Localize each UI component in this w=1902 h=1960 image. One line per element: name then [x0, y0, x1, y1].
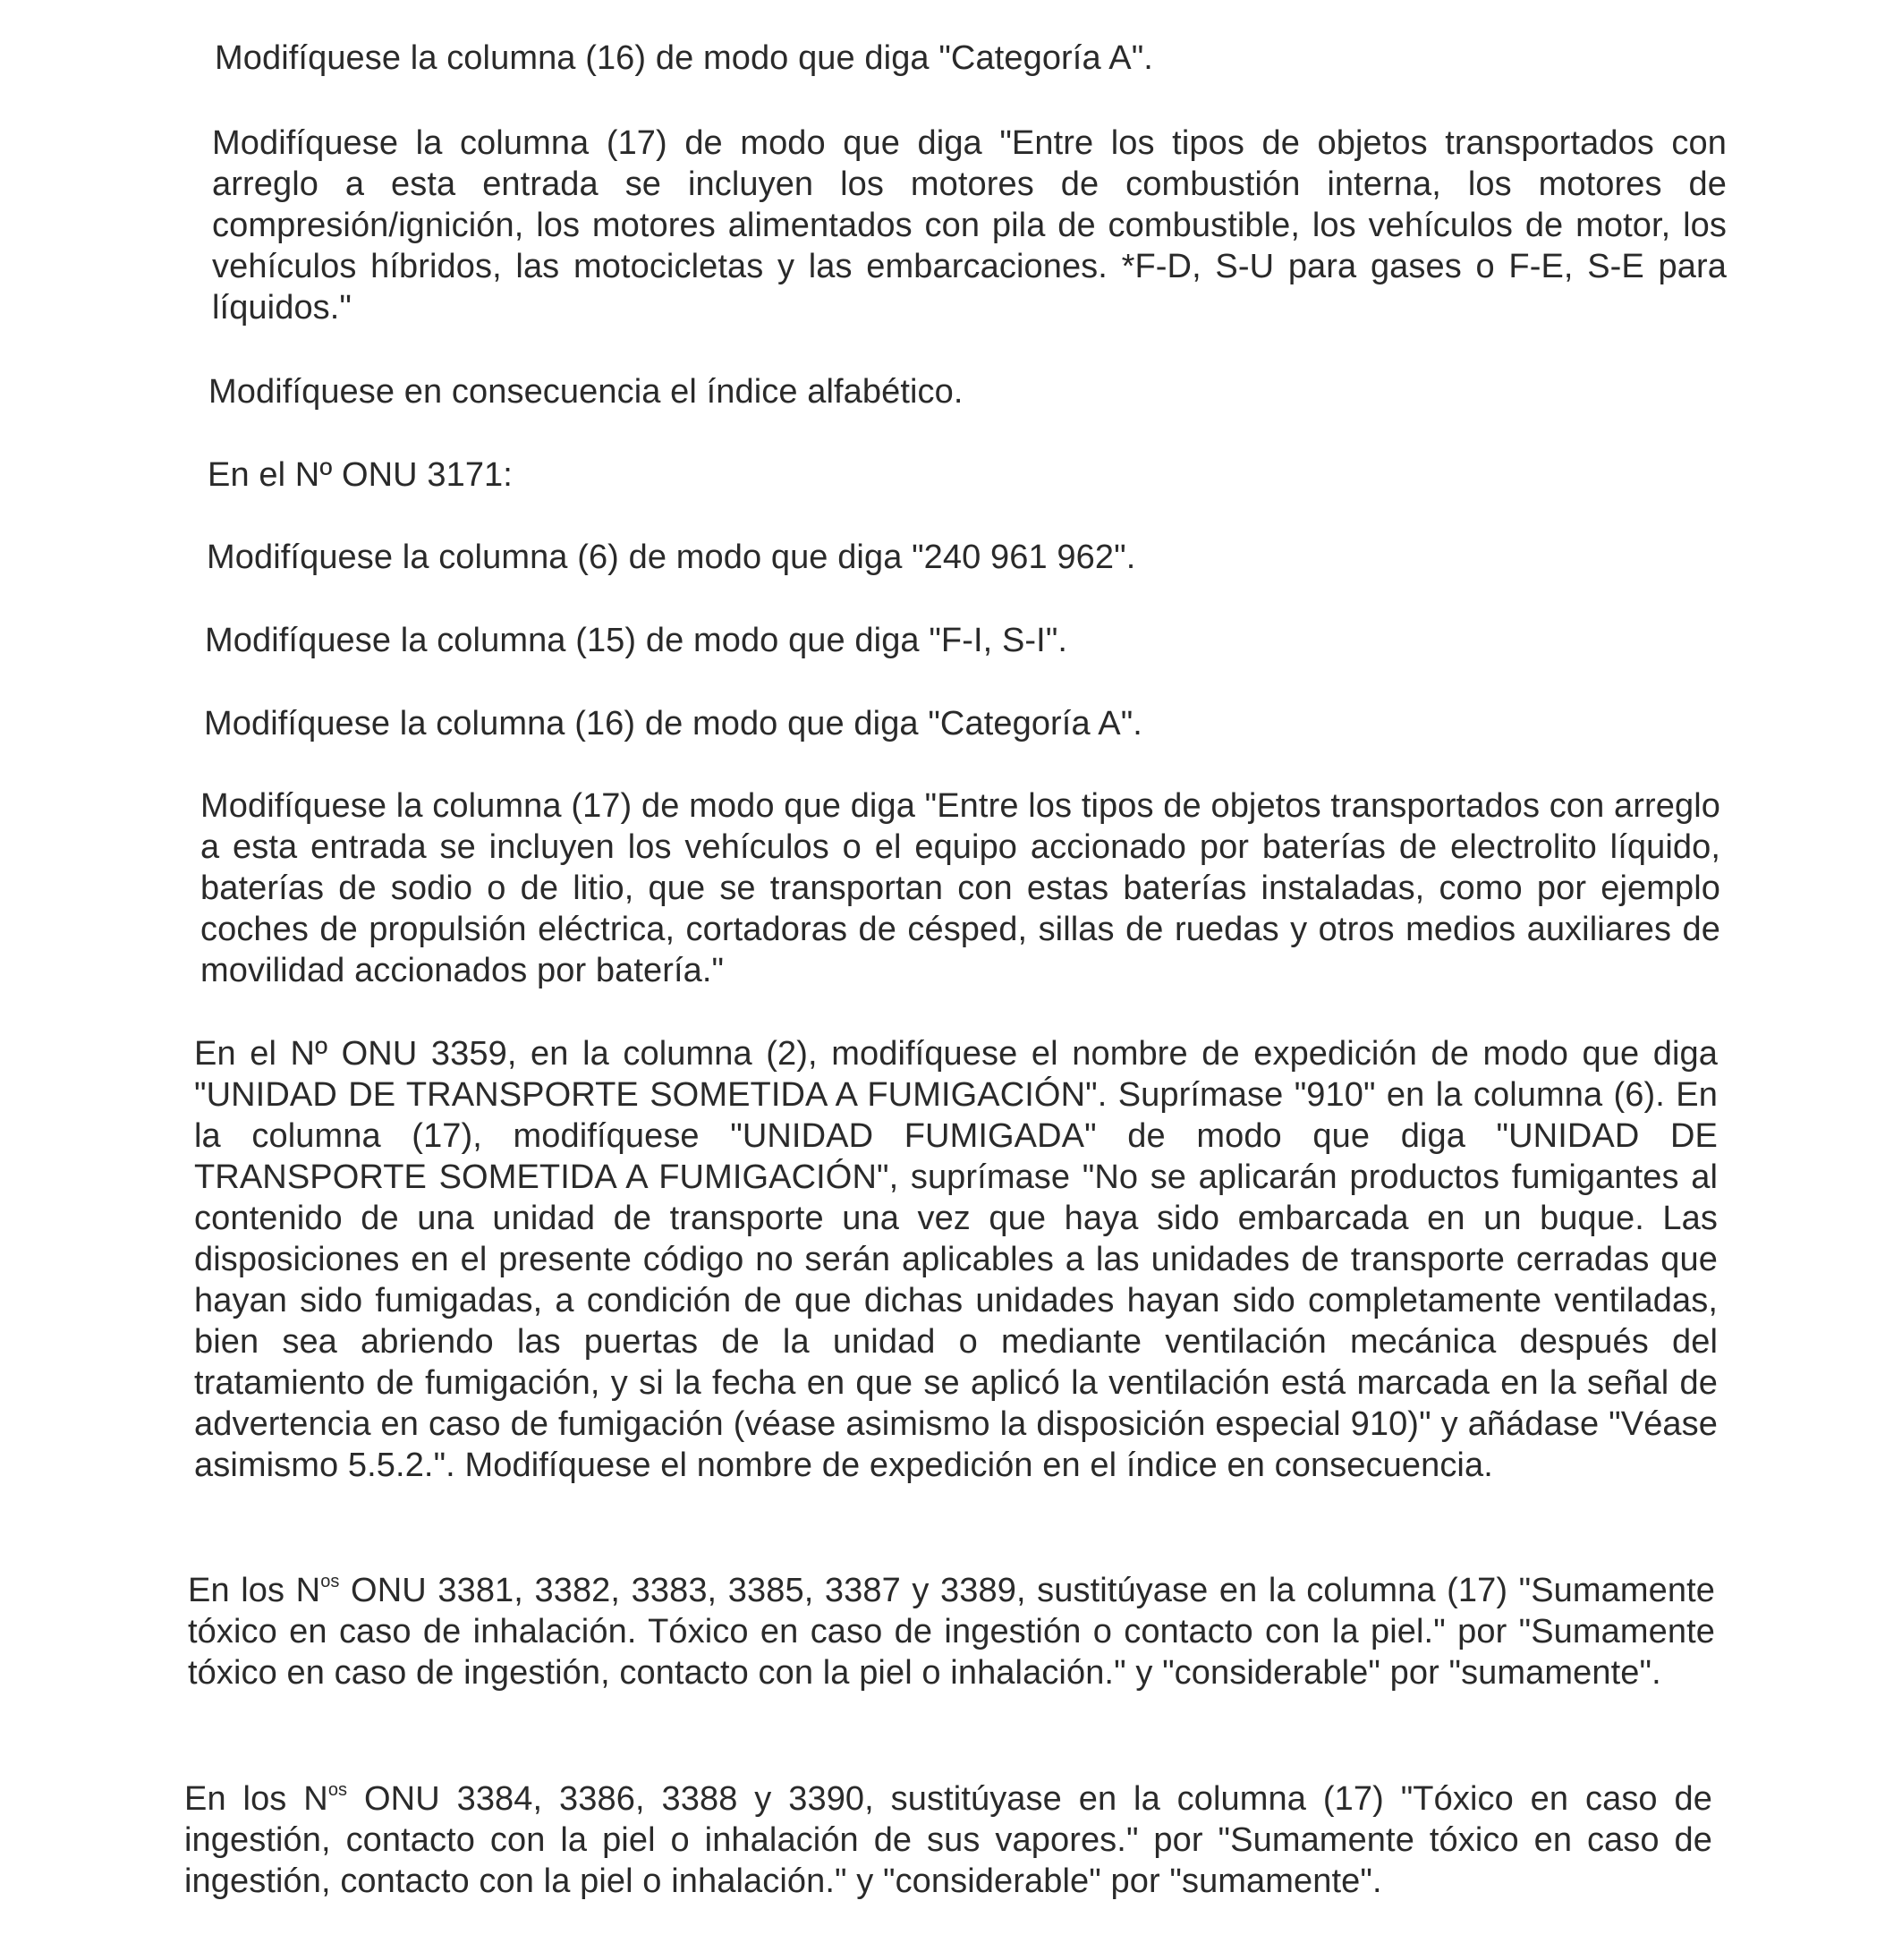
paragraph-column-16-category-a: Modifíquese la columna (16) de modo que diga "Categoría A". [215, 39, 1153, 77]
paragraph-un-3381-3389 [188, 1570, 1715, 1693]
paragraph-column-17-engines: Modifíquese la columna (17) de modo que diga "Entre los tipos de objetos transportados con arreglo a esta entrada se incluyen los motores de combustión interna, los motores de compresión/ignición, los motores alimentados con pila de combustible, los vehículos de motor, los vehículos híbridos, las motocicletas y las embarcaciones. *F-D, S-U para gases o F-E, S-E para líquidos." [212, 124, 1727, 327]
paragraph-column-17-vehicles: Modifíquese la columna (17) de modo que diga "Entre los tipos de objetos transportados con arreglo a esta entrada se incluyen los vehículos o el equipo accionado por baterías de electrolito líquido, baterías de sodio o de litio, que se transportan con estas baterías instaladas, como por ejemplo coches de propulsión eléctrica, cortadoras de césped, sillas de ruedas y otros medios auxiliares de movilidad accionados por batería." [200, 787, 1720, 989]
paragraph-alphabetical-index: Modifíquese en consecuencia el índice alfabético. [208, 373, 964, 411]
superscript-os: os [327, 1780, 348, 1800]
paragraph-un-3384-3390 [184, 1778, 1712, 1902]
paragraph-rest: ONU 3384, 3386, 3388 y 3390, sustitúyase en la columna (17) "Tóxico en caso de ingestión, contacto con la piel o inhalación de sus vapores." por "Sumamente tóxico en caso de ingestión, contacto con la piel o inhalación." y "considerable" por "sumamente". [184, 1780, 1712, 1900]
paragraph-column-15: Modifíquese la columna (15) de modo que diga "F-I, S-I". [205, 622, 1068, 659]
paragraph-prefix: En los N [188, 1572, 321, 1609]
paragraph-un-3171-heading: En el Nº ONU 3171: [208, 456, 513, 494]
superscript-os: os [320, 1572, 340, 1591]
paragraph-column-6: Modifíquese la columna (6) de modo que diga "240 961 962". [207, 539, 1136, 576]
paragraph-un-3359-fumigation: En el Nº ONU 3359, en la columna (2), modifíquese el nombre de expedición de modo que diga "UNIDAD DE TRANSPORTE SOMETIDA A FUMIGACIÓN". Suprímase "910" en la columna (6). En la columna (17), modifíquese "UNIDAD FUMIGADA" de modo que diga "UNIDAD DE TRANSPORTE SOMETIDA A FUMIGACIÓN", suprímase "No se aplicarán productos fumigantes al contenido de una unidad de transporte una vez que haya sido embarcada en un buque. Las disposiciones en el presente código no serán aplicables a las unidades de transporte cerradas que hayan sido fumigadas, a condición de que dichas unidades hayan sido completamente ventiladas, bien sea abriendo las puertas de la unidad o mediante ventilación mecánica después del tratamiento de fumigación, y si la fecha en que se aplicó la ventilación está marcada en la señal de advertencia en caso de fumigación (véase asimismo la disposición especial 910)" y añádase "Véase asimismo 5.5.2.". Modifíquese el nombre de expedición en el índice en consecuencia. [194, 1035, 1718, 1484]
paragraph-prefix: En los N [184, 1780, 328, 1818]
paragraph-rest: ONU 3381, 3382, 3383, 3385, 3387 y 3389, sustitúyase en la columna (17) "Sumamente tóxico en caso de inhalación. Tóxico en caso de ingestión o contacto con la piel." por "Sumamente tóxico en caso de ingestión, contacto con la piel o inhalación." y "considerable" por "sumamente". [188, 1572, 1715, 1692]
paragraph-column-16-category-a-2: Modifíquese la columna (16) de modo que diga "Categoría A". [204, 705, 1142, 742]
